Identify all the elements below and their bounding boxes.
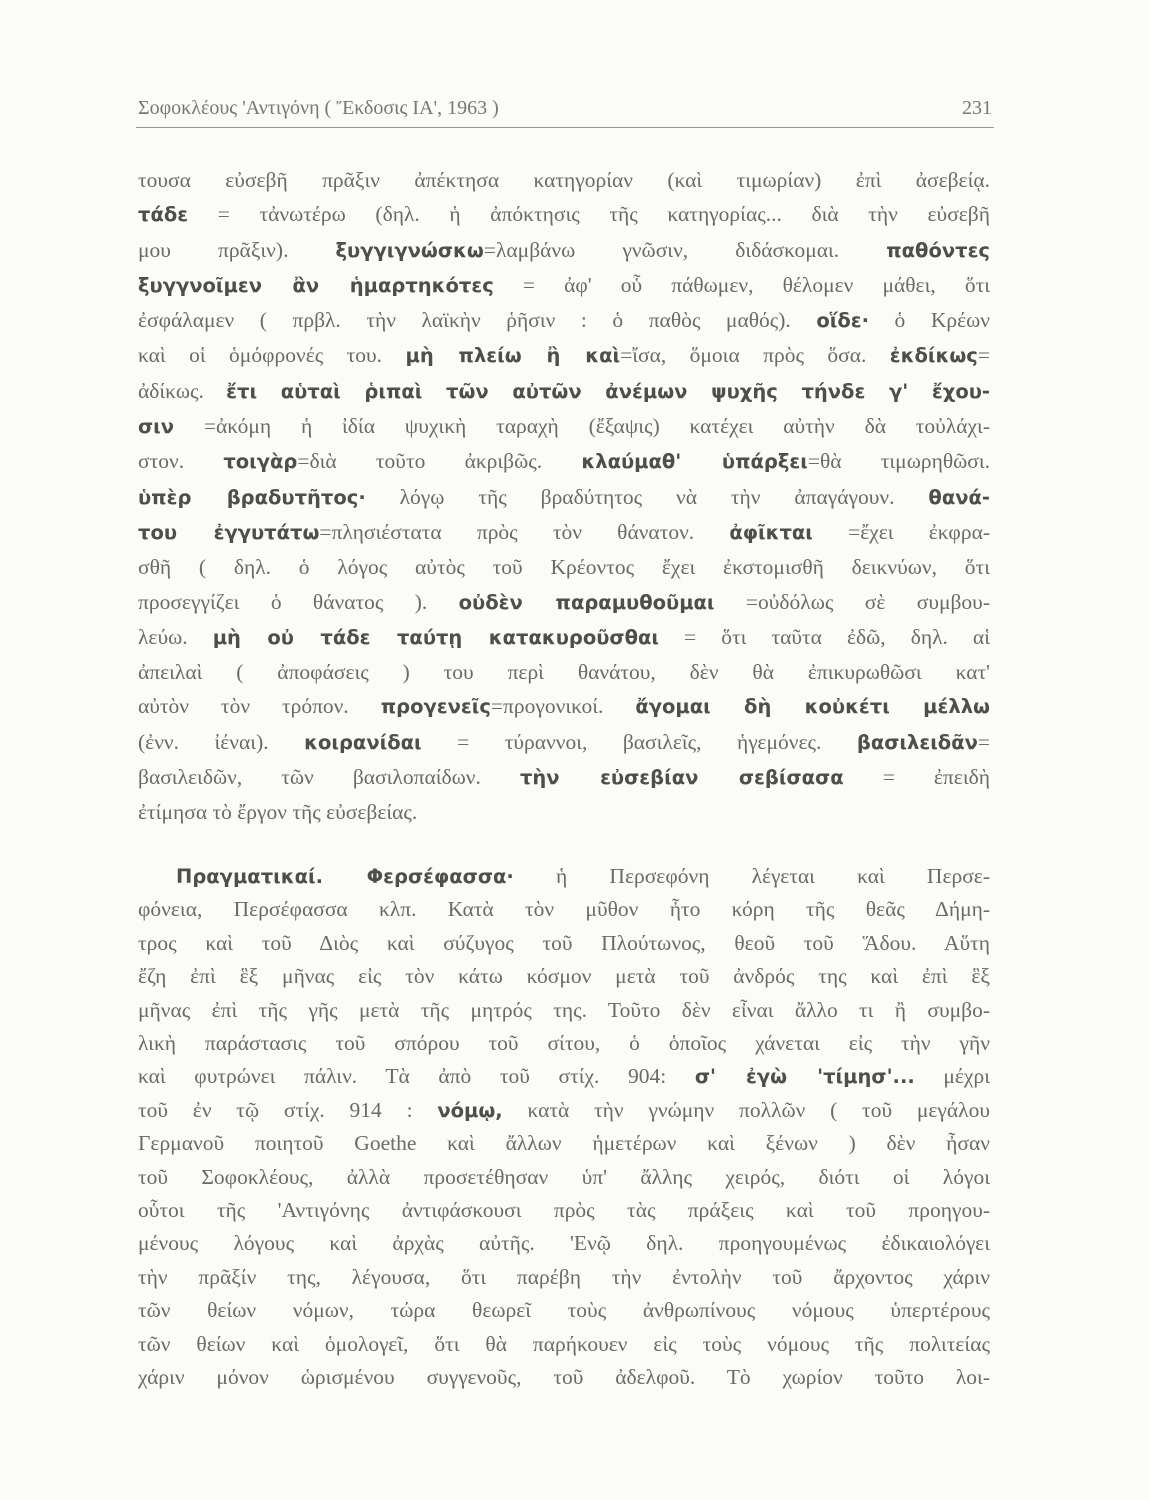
header-rule	[136, 127, 994, 128]
bold-term: κλαύμαθ' ὑπάρξει	[581, 450, 808, 474]
text-line	[138, 1161, 990, 1194]
text-span: =ἔχει ἐκφρα-	[812, 519, 990, 544]
text-span: μου πρᾶξιν).	[138, 237, 336, 262]
page-number: 231	[962, 97, 992, 119]
text-span: ὁ Κρέων	[869, 308, 990, 333]
text-line	[138, 268, 990, 303]
text-span: ἀδίκως.	[138, 378, 227, 403]
text-line	[138, 444, 990, 479]
text-line	[138, 1027, 990, 1060]
bold-term: προγενεῖς	[380, 695, 491, 719]
text-line	[138, 994, 990, 1027]
text-span: καὶ φυτρώνει πάλιν. Τὰ ἀπὸ τοῦ στίχ. 904:	[138, 1064, 695, 1089]
text-line	[138, 795, 990, 829]
text-span: ἔζη ἐπὶ ἓξ μῆνας εἰς τὸν κάτω κόσμον μετὰ τοῦ ἀνδρός της καὶ ἐπὶ ἓξ	[138, 964, 990, 989]
text-span: = ὅτι ταῦτα ἐδῶ, δηλ. αἱ	[659, 624, 990, 649]
text-span: =ἀκόμη ἡ ἰδία ψυχικὴ ταραχὴ (ἔξαψις) κατέχει αὐτὴν δὰ τοὐλάχι-	[174, 414, 990, 439]
bold-term: του ἐγγυτάτω	[138, 520, 320, 544]
text-line	[138, 1227, 990, 1260]
text-span: σθῆ ( δηλ. ὁ λόγος αὐτὸς τοῦ Κρέοντος ἔχει ἐκστομισθῆ δεικνύων, ὅτι	[138, 555, 990, 580]
text-span: =	[977, 729, 991, 754]
text-span: τοῦ Σοφοκλέους, ἀλλὰ προσετέθησαν ὑπ' ἄλλης χειρός, διότι οἱ λόγοι	[138, 1164, 990, 1189]
text-span: τῶν θείων νόμων, τώρα θεωρεῖ τοὺς ἀνθρωπίνους νόμους ὑπερτέρους	[138, 1298, 990, 1323]
text-span: =θὰ τιμωρηθῶσι.	[807, 449, 991, 474]
text-span: βασιλειδῶν, τῶν βασιλοπαίδων.	[138, 765, 520, 790]
bold-term: ἔτι αὑταὶ ῥιπαὶ τῶν αὐτῶν ἀνέμων ψυχῆς τήνδε γ' ἔχου-	[226, 379, 990, 403]
text-span: =οὐδόλως σὲ συμβου-	[714, 589, 990, 614]
text-span: μένους λόγους καὶ ἀρχὰς αὐτῆς. 'Ενῷ δηλ. προηγουμένως ἐδικαιολόγει	[138, 1231, 990, 1256]
bold-term: Πραγματικαί. Φερσέφασσα·	[176, 865, 514, 888]
paragraph-glossary	[138, 163, 990, 830]
text-span: μέχρι	[914, 1064, 990, 1089]
bold-term: νόμῳ,	[437, 1098, 503, 1122]
text-span: = ἀφ' οὗ πάθωμεν, θέλομεν μάθει, ὅτι	[493, 272, 991, 297]
bold-term: θανά-	[928, 485, 990, 509]
text-line	[138, 760, 990, 795]
text-line	[138, 927, 990, 960]
text-span: τὴν πρᾶξίν της, λέγουσα, ὅτι παρέβη τὴν ἐντολὴν τοῦ ἄρχοντος χάριν	[138, 1264, 990, 1289]
text-line	[138, 1127, 990, 1160]
text-span: τοῦ ἐν τῷ στίχ. 914 :	[138, 1097, 438, 1122]
text-span: προσεγγίζει ὁ θάνατος ).	[138, 589, 459, 614]
text-line	[138, 303, 990, 338]
text-line	[138, 374, 990, 409]
text-span: (ἐνν. ἰέναι).	[138, 729, 305, 754]
bold-term: τοιγὰρ	[223, 450, 298, 474]
text-span: χάριν μόνον ὡρισμένου συγγενοῦς, τοῦ ἀδελφοῦ. Τὸ χωρίον τοῦτο λοι-	[138, 1365, 990, 1390]
text-line	[138, 480, 990, 515]
running-title: Σοφοκλέους 'Αντιγόνη ( Ἔκδοσις ΙΑ', 1963 )	[138, 97, 499, 119]
text-span: στον.	[138, 449, 224, 474]
bold-term: τάδε	[138, 203, 189, 227]
bold-term: ἀφῖκται	[729, 520, 813, 544]
text-span: οὗτοι τῆς 'Αντιγόνης ἀντιφάσκουσι πρὸς τὰς πράξεις καὶ τοῦ προηγου-	[138, 1198, 990, 1223]
bold-term: σ' ἐγὼ 'τίμησ'...	[694, 1065, 915, 1089]
text-span: αὐτὸν τὸν τρόπον.	[138, 694, 381, 719]
bold-term: μὴ οὐ τάδε ταύτῃ κατακυροῦσθαι	[212, 625, 659, 649]
text-span: τῶν θείων καὶ ὁμολογεῖ, ὅτι θὰ παρήκουεν εἰς τοὺς νόμους τῆς πολιτείας	[138, 1331, 990, 1356]
text-line	[138, 725, 990, 760]
text-line	[138, 1060, 990, 1093]
text-span: ἀπειλαὶ ( ἀποφάσεις ) του περὶ θανάτου, δὲν θὰ ἐπικυρωθῶσι κατ'	[138, 660, 990, 685]
text-line	[138, 409, 990, 444]
text-span: = τύραννοι, βασιλεῖς, ἡγεμόνες.	[421, 729, 857, 754]
bold-term: τὴν εὐσεβίαν σεβίσασα	[519, 766, 844, 790]
text-line	[138, 1294, 990, 1327]
text-span: = ἐπειδὴ	[843, 765, 990, 790]
text-span: καὶ οἱ ὁμόφρονές του.	[138, 343, 406, 368]
text-span: κατὰ τὴν γνώμην πολλῶν ( τοῦ μεγάλου	[502, 1097, 990, 1122]
text-span: τρος καὶ τοῦ Διὸς καὶ σύζυγος τοῦ Πλούτωνος, θεοῦ τοῦ Ἅδου. Αὕτη	[138, 930, 990, 955]
bold-term: βασιλειδᾶν	[856, 730, 978, 754]
text-span: μῆνας ἐπὶ τῆς γῆς μετὰ τῆς μητρός της. Τοῦτο δὲν εἶναι ἄλλο τι ἢ συμβο-	[138, 997, 990, 1022]
bold-term: παθόντες	[886, 238, 990, 262]
text-line	[138, 515, 990, 550]
text-line	[138, 197, 990, 232]
text-line	[138, 860, 990, 893]
text-line	[138, 1328, 990, 1361]
text-span: = τἀνωτέρω (δηλ. ἡ ἀπόκτησις τῆς κατηγορίας... διὰ τὴν εὐσεβῆ	[188, 202, 990, 227]
text-line	[138, 1261, 990, 1294]
bold-term: οἵδε·	[816, 309, 869, 333]
text-span: τουσα εὐσεβῆ πρᾶξιν ἀπέκτησα κατηγορίαν (καὶ τιμωρίαν) ἐπὶ ἀσεβείᾳ.	[138, 168, 990, 192]
text-span: φόνεια, Περσέφασσα κλπ. Κατὰ τὸν μῦθον ἦτο κόρη τῆς θεᾶς Δήμη-	[138, 897, 990, 922]
bold-term: οὐδὲν παραμυθοῦμαι	[458, 590, 715, 614]
text-line	[138, 550, 990, 584]
bold-term: κοιρανίδαι	[304, 730, 422, 754]
bold-term: ἐκδίκως	[889, 344, 978, 368]
bold-term: μὴ πλείω ἢ καὶ	[405, 344, 621, 368]
text-span: =διὰ τοῦτο ἀκριβῶς.	[297, 449, 582, 474]
text-line	[138, 1361, 990, 1394]
text-span: =	[977, 343, 990, 368]
text-line	[138, 1094, 990, 1127]
bold-term: ξυγγνοῖμεν ἂν ἡμαρτηκότες	[138, 273, 494, 297]
text-span: λικὴ παράστασις τοῦ σπόρου τοῦ σίτου, ὁ ὁποῖος χάνεται εἰς τὴν γῆν	[138, 1031, 990, 1056]
text-span: =λαμβάνω γνῶσιν, διδάσκομαι.	[483, 237, 887, 262]
text-span: =πλησιέστατα πρὸς τὸν θάνατον.	[319, 519, 730, 544]
text-span: λεύω.	[138, 624, 213, 649]
text-line	[138, 338, 990, 373]
running-header	[138, 97, 992, 120]
text-span: =ἴσα, ὅμοια πρὸς ὅσα.	[620, 343, 890, 368]
text-line	[138, 960, 990, 993]
text-line	[138, 893, 990, 926]
text-line	[138, 689, 990, 724]
bold-term: ξυγγιγνώσκω	[335, 238, 484, 262]
text-span: Γερμανοῦ ποιητοῦ Goethe καὶ ἄλλων ἡμετέρων καὶ ξένων ) δὲν ἦσαν	[138, 1131, 990, 1156]
bold-term: σιν	[138, 415, 175, 439]
text-line	[138, 585, 990, 620]
text-span: ἡ Περσεφόνη λέγεται καὶ Περσε-	[513, 864, 990, 888]
paragraph-notes	[138, 860, 990, 1395]
text-line	[138, 1194, 990, 1227]
text-span: ἐτίμησα τὸ ἔργον τῆς εὐσεβείας.	[138, 800, 418, 825]
text-span: =προγονικοί.	[490, 694, 636, 719]
text-line	[138, 655, 990, 689]
bold-term: ὑπὲρ βραδυτῆτος·	[138, 485, 366, 509]
text-span: λόγῳ τῆς βραδύτητος νὰ τὴν ἀπαγάγουν.	[365, 484, 929, 509]
text-line	[138, 620, 990, 655]
bold-term: ἄγομαι δὴ κοὐκέτι μέλλω	[635, 695, 990, 719]
text-line	[138, 233, 990, 268]
text-line	[138, 163, 990, 197]
text-span: ἐσφάλαμεν ( πρβλ. τὴν λαϊκὴν ῥῆσιν : ὁ παθὸς μαθός).	[138, 308, 817, 333]
